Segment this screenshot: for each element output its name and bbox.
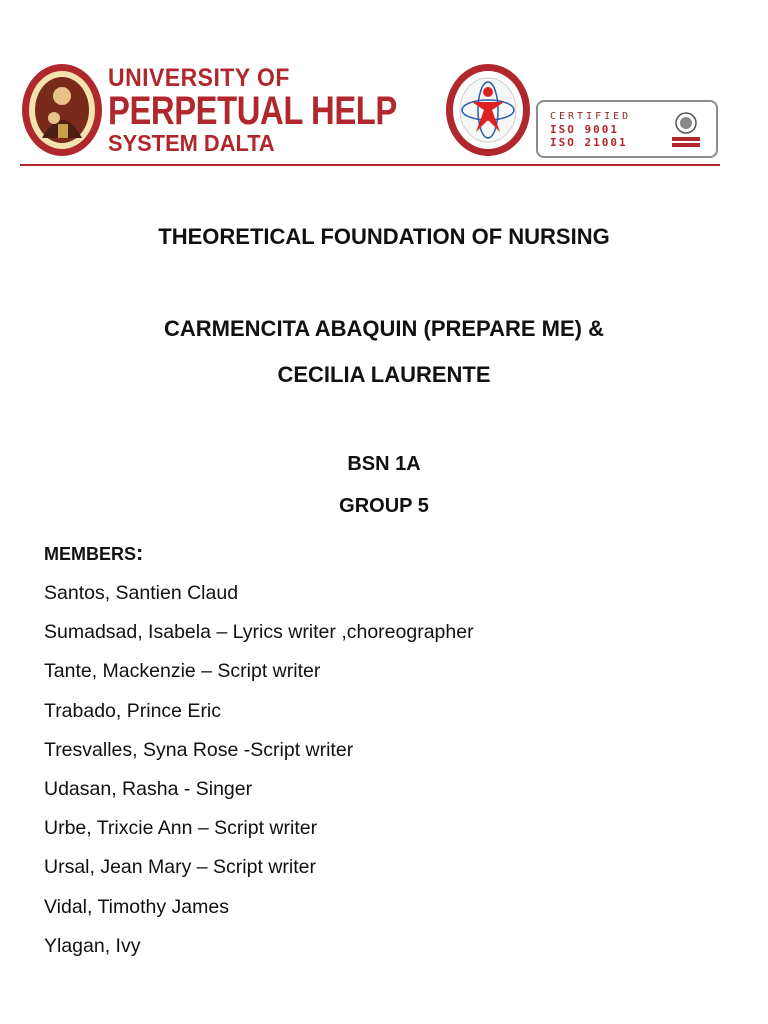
certification-iso-21001: ISO 21001 [550,136,628,149]
university-name [108,66,460,155]
group-label: GROUP 5 [339,495,429,517]
members-heading-text: MEMBERS [44,544,137,564]
advisors-line-2: CECILIA LAURENTE [277,362,491,387]
university-name-line1: UNIVERSITY OF [108,64,290,92]
list-item: Urbe, Trixcie Ann – Script writer [44,817,318,840]
members-heading [44,540,143,566]
members-list [44,581,474,973]
university-name-line2: PERPETUAL HELP [108,89,397,133]
list-item: Ylagan, Ivy [44,934,141,957]
list-item: Tresvalles, Syna Rose -Script writer [44,738,354,761]
header-divider [20,164,720,166]
university-name-line3: SYSTEM DALTA [108,130,275,156]
list-item: Santos, Santien Claud [44,582,239,604]
bureau-veritas-icon [666,110,706,150]
certification-badge [536,100,718,158]
list-item: Vidal, Timothy James [44,895,229,918]
university-seal-icon [20,62,104,158]
letterhead [18,58,722,168]
list-item: Ursal, Jean Mary – Script writer [44,856,316,879]
list-item: Sumadsad, Isabela – Lyrics writer ,choreographer [44,621,474,644]
list-item: Tante, Mackenzie – Script writer [44,660,321,683]
section-label: BSN 1A [347,453,421,475]
advisors-line-1: CARMENCITA ABAQUIN (PREPARE ME) & [164,316,604,341]
document-title: THEORETICAL FOUNDATION OF NURSING [158,224,610,249]
college-seal-icon [444,62,532,158]
certification-iso-9001: ISO 9001 [550,123,619,136]
list-item: Udasan, Rasha - Singer [44,777,253,800]
certification-title: CERTIFIED [550,111,632,122]
list-item: Trabado, Prince Eric [44,699,222,722]
members-heading-colon: : [136,540,144,565]
